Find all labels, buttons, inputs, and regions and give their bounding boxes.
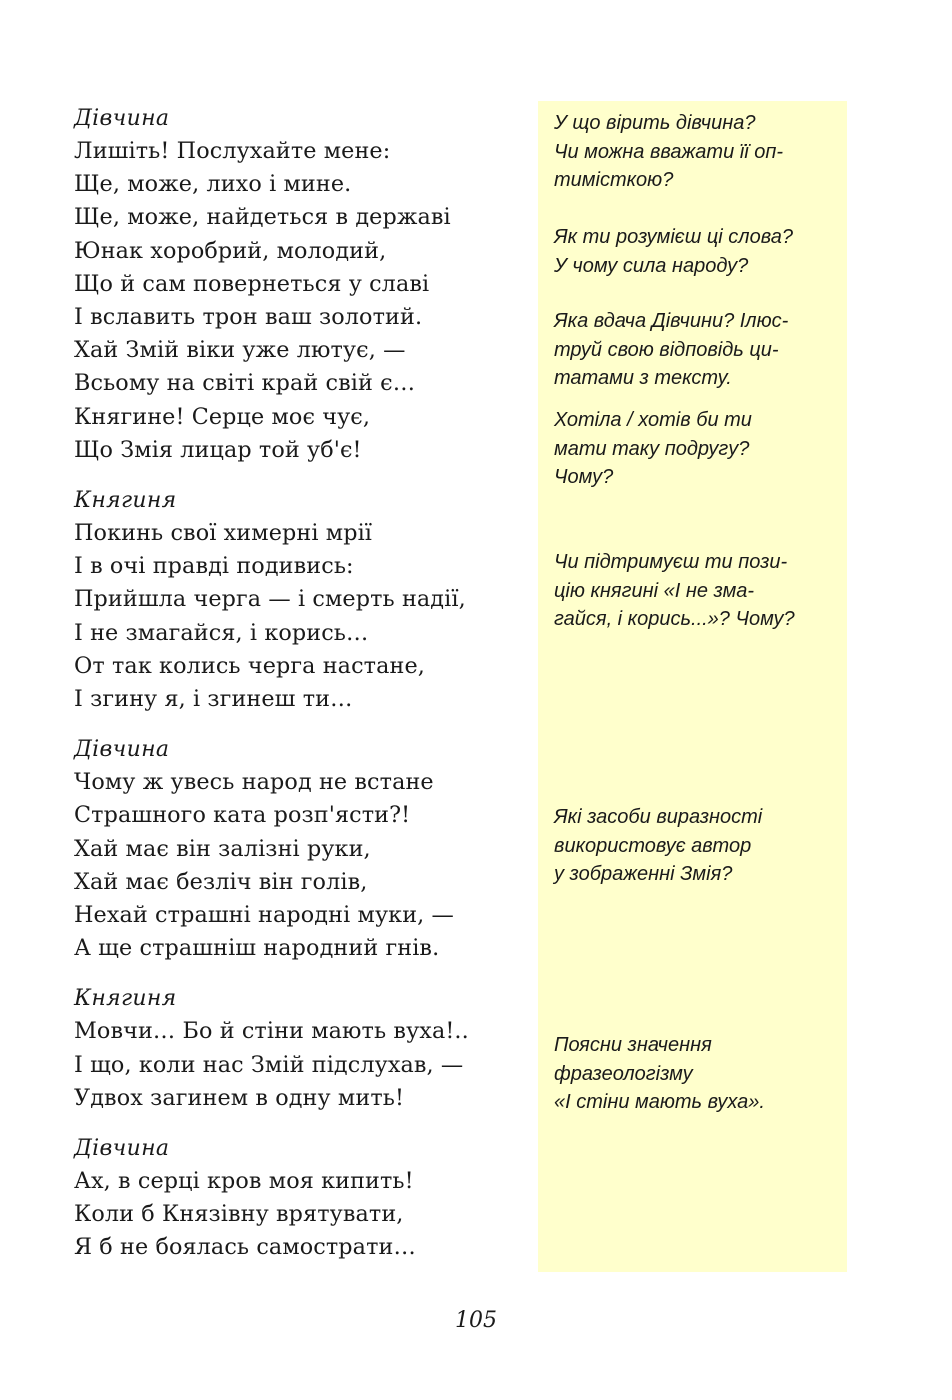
question-line: фразеологізму	[554, 1062, 693, 1085]
stanza	[74, 1132, 514, 1265]
verse-line: Покинь свої химерні мрії	[74, 520, 373, 547]
question-line: Хотіла / хотів би ти	[554, 409, 752, 431]
verse-line: Ах, в серці кров моя кипить!	[74, 1168, 414, 1195]
verse-line: Я б не боялась самострати…	[74, 1234, 416, 1261]
question-block	[554, 803, 839, 889]
verse-line: І вславить трон ваш золотий.	[74, 304, 423, 331]
question-line: У що вірить дівчина?	[554, 112, 756, 134]
verse-line: Хай має безліч він голів,	[74, 868, 368, 895]
verse-line: Мовчи… Бо й стіни мають вуха!..	[74, 1018, 469, 1045]
verse-line: І не змагайся, і корись…	[74, 619, 369, 646]
question-line: труй свою відповідь ци-	[554, 338, 779, 361]
verse-line: Хай має він залізні руки,	[74, 835, 371, 862]
question-line: Чому?	[554, 466, 614, 488]
question-line: татами з тексту.	[554, 367, 732, 389]
verse-line: Страшного ката розп'ясти?!	[74, 802, 411, 829]
verse-line: Нехай страшні народні муки, —	[74, 902, 454, 929]
verse-line: А ще страшніш народний гнів.	[74, 935, 440, 962]
verse-line: Всьому на світі край свій є…	[74, 370, 416, 397]
speaker-name: Княгиня	[74, 488, 177, 514]
verse-line: От так колись черга настане,	[74, 652, 425, 679]
question-line: Чи можна вважати її оп-	[554, 140, 784, 163]
poem-text	[74, 102, 514, 1282]
verse-line: Княгине! Серце моє чує,	[74, 403, 371, 430]
verse-line: Хай Змій віки уже лютує, —	[74, 337, 406, 364]
question-line: «І стіни мають вуха».	[554, 1091, 765, 1113]
question-block	[554, 548, 839, 634]
question-line: мати таку подругу?	[554, 437, 750, 460]
verse-line: Чому ж увесь народ не встане	[74, 769, 434, 796]
verse-line: Ще, може, лихо і мине.	[74, 171, 352, 198]
question-line: гайся, і корись...»? Чому?	[554, 608, 795, 630]
speaker-name: Дівчина	[74, 1136, 170, 1162]
question-block	[554, 1031, 839, 1117]
question-block	[554, 109, 839, 195]
question-line: Чи підтримуєш ти пози-	[554, 551, 788, 573]
verse-line: І згину я, і згинеш ти…	[74, 686, 353, 713]
stanza	[74, 102, 514, 467]
verse-line: Лишіть! Послухайте мене:	[74, 138, 391, 164]
question-block	[554, 307, 839, 393]
question-line: цію княгині «І не зма-	[554, 579, 755, 602]
speaker-name: Княгиня	[74, 986, 177, 1012]
verse-line: І що, коли нас Змій підслухав, —	[74, 1051, 464, 1078]
questions-sidebar	[538, 101, 847, 1272]
verse-line: Що й сам повернеться у славі	[74, 270, 430, 297]
speaker-name: Дівчина	[74, 737, 170, 763]
page-number: 105	[455, 1308, 497, 1333]
stanza	[74, 484, 514, 716]
question-line: У чому сила народу?	[554, 254, 749, 277]
question-line: Які засоби виразності	[554, 806, 763, 828]
verse-line: Прийшла черга — і смерть надії,	[74, 586, 466, 613]
question-line: Яка вдача Дівчини? Ілюс-	[554, 310, 789, 332]
stanza	[74, 982, 514, 1115]
stanza	[74, 733, 514, 965]
verse-line: Ще, може, найдеться в державі	[74, 204, 451, 231]
question-line: використовує автор	[554, 834, 752, 857]
question-line: у зображенні Змія?	[554, 863, 733, 885]
question-line: тимісткою?	[554, 169, 674, 191]
verse-line: І в очі правді подивись:	[74, 553, 354, 580]
question-line: Поясни значення	[554, 1034, 712, 1056]
question-block	[554, 223, 839, 280]
verse-line: Юнак хоробрий, молодий,	[74, 237, 387, 264]
speaker-name: Дівчина	[74, 106, 170, 131]
verse-line: Коли б Князівну врятувати,	[74, 1201, 404, 1228]
verse-line: Удвох загинем в одну мить!	[74, 1084, 405, 1111]
question-line: Як ти розумієш ці слова?	[554, 226, 793, 248]
verse-line: Що Змія лицар той уб'є!	[74, 436, 362, 463]
question-block	[554, 406, 839, 492]
